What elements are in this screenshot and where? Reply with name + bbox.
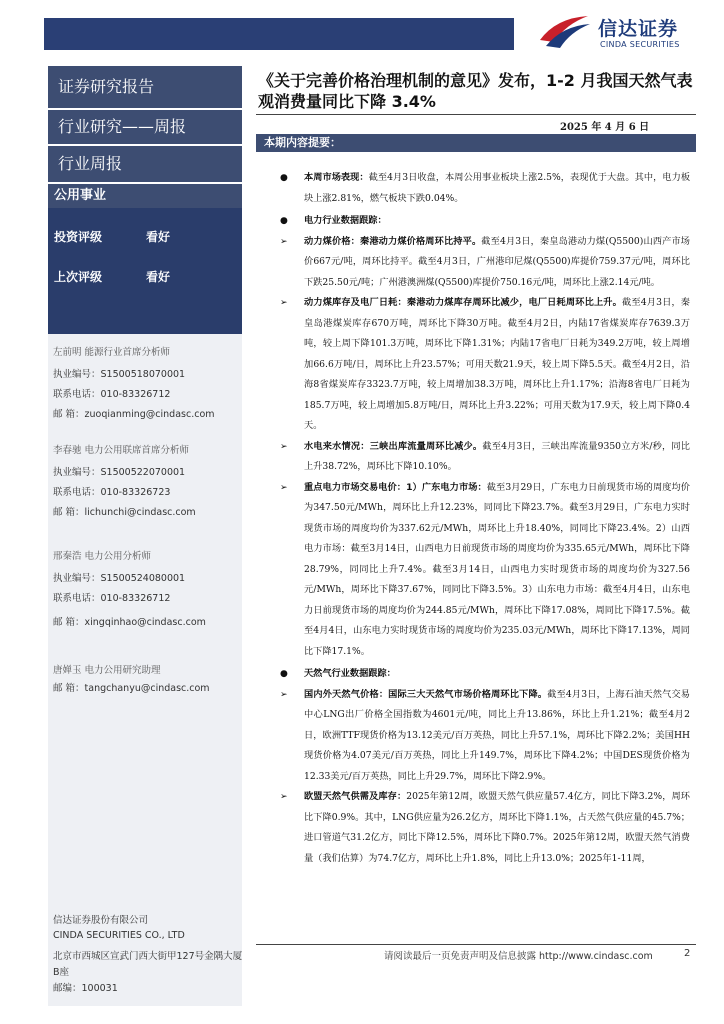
analyst-2-cert: 执业编号：S1500522070001 <box>53 467 186 478</box>
company-logo <box>536 10 716 58</box>
title-divider <box>256 114 696 115</box>
report-title: 《关于完善价格治理机制的意见》发布，1-2 月我国天然气表观消费量同比下降 3.4% <box>258 71 693 111</box>
page-number: 2 <box>684 948 691 959</box>
report-type: 证券研究报告 <box>48 66 242 108</box>
company-name-cn: 信达证券股份有限公司 <box>53 915 149 926</box>
footer-divider <box>256 944 696 945</box>
rating-panel <box>48 208 242 334</box>
analyst-panel <box>48 334 242 1006</box>
item-heading: 动力煤库存及电厂日耗：秦港动力煤库存周环比减少，电厂日耗周环比上升。 <box>304 297 623 308</box>
list-item <box>260 478 690 663</box>
list-item <box>260 664 690 685</box>
list-item <box>260 787 690 869</box>
arrow-marker: ➢ <box>280 482 288 493</box>
company-postcode: 邮编：100031 <box>53 983 118 994</box>
arrow-marker: ➢ <box>280 792 288 802</box>
logo-mark-icon <box>536 10 594 54</box>
item-heading: 欧盟天然气供需及库存： <box>304 791 407 802</box>
bullet-marker: ● <box>280 216 288 226</box>
analyst-3-title: 邢秦浩 电力公用分析师 <box>53 551 152 562</box>
company-address-line1: 北京市西城区宣武门西大街甲127号金隅大厦 <box>53 951 243 962</box>
analyst-2-email[interactable]: 邮 箱：lichunchi@cindasc.com <box>53 507 196 518</box>
sector-label: 公用事业 <box>48 184 242 208</box>
item-text: 截至4月3日，秦皇岛港动力煤(Q5500)山西产市场价667元/吨，周环比持平。截至4月3日，广州港印尼煤(Q5500)库提价759.37元/吨，周环比下跌25.50元/吨；广州港澳洲煤(Q5500)库提价750.16元/吨，周环比上涨2.14元/吨。 <box>304 235 690 288</box>
list-item <box>260 168 690 209</box>
company-address-line2: B座 <box>53 967 70 978</box>
list-item <box>260 211 690 232</box>
item-text: 截至4月3日，上海石油天然气交易中心LNG出厂价格全国指数为4601元/吨，同比上升13.86%，环比上升1.21%；截至4月2日，欧洲TTF现货价格为13.12美元/百万英热，同比上升57.1%，周环比下降2.2%；美国HH现货价格为4.07美元/百万英热，同比上升149.7%，周环比下降4.2%；中国DES现货价格为12.33美元/百万英热，同比上升29.7%，周环比下降2.9%。 <box>304 688 690 782</box>
item-heading: 天然气行业数据跟踪： <box>304 668 396 679</box>
sidebar <box>48 66 242 1006</box>
header-banner <box>44 18 514 50</box>
list-item <box>260 437 690 478</box>
logo-text-cn: 信达证券 <box>598 18 679 40</box>
item-text: 2025年第12周，欧盟天然气供应量57.4亿方，同比下降3.2%，周环比下降0.9%。其中，LNG供应量为26.2亿方，周环比下降1.1%，占天然气供应量的45.7%；进口管道气31.2亿方，同比下降12.5%，周环比下降0.7%。2025年第12周，欧盟天然气消费量（我们估算）为74.7亿方，周环比上升1.8%，同比上升13.0%；2025年1-11周， <box>304 791 690 864</box>
list-item <box>260 685 690 788</box>
analyst-1-email[interactable]: 邮 箱：zuoqianming@cindasc.com <box>53 409 215 420</box>
arrow-marker: ➢ <box>280 298 288 308</box>
item-text: 截至4月3日，三峡出库流量9350立方米/秒，同比上升38.72%，周环比下降10.10%。 <box>304 440 690 472</box>
report-subcategory: 行业周报 <box>48 146 242 182</box>
list-item <box>260 232 690 294</box>
prev-rating-value: 看好 <box>146 270 171 284</box>
report-date: 2025 年 4 月 6 日 <box>560 122 650 133</box>
report-category: 行业研究——周报 <box>48 110 242 144</box>
rating-value: 看好 <box>146 230 171 244</box>
item-text: 截至3月29日，广东电力日前现货市场的周度均价为347.50元/MWh，周环比上升12.23%，同同比下降23.7%。截至3月29日，广东电力实时现货市场的周度均价为337.62元/MWh，周环比上升18.40%，同同比下降23.4%。2）山西电力市场：截至3月14日，山西电力日前现货市场的周度均价为335.65元/MWh，周环比下降28.79%，同同比上升7.4%。截至3月14日，山西电力实时现货市场的周度均价为327.56元/MWh，周环比下降37.67%，同同比下降3.5%。3）山东电力市场：截至4月4日，山东电力日前现货市场的周度均价为244.85元/MWh，周环比下降17.08%，周同比下降17.5%。截至4月4日，山东电力实时现货市场的周度均价为235.03元/MWh，周环比下降17.13%，周同比下降17.1%。 <box>304 481 690 657</box>
analyst-2-phone: 联系电话：010-83326723 <box>53 487 171 498</box>
bullet-marker: ● <box>280 669 288 679</box>
list-item <box>260 293 690 437</box>
footer-notice[interactable]: 请阅读最后一页免责声明及信息披露 http://www.cindasc.com <box>384 951 653 962</box>
analyst-3-phone: 联系电话：010-83326712 <box>53 593 171 604</box>
item-heading: 电力行业数据跟踪： <box>304 215 387 226</box>
prev-rating-label: 上次评级 <box>54 270 103 284</box>
arrow-marker: ➢ <box>280 236 288 247</box>
analyst-1-phone: 联系电话：010-83326712 <box>53 389 171 400</box>
analyst-1-cert: 执业编号：S1500518070001 <box>53 369 186 380</box>
item-heading: 水电来水情况：三峡出库流量周环比减少。 <box>304 440 483 452</box>
logo-text-en: CINDA SECURITIES <box>600 40 680 49</box>
bullet-marker: ● <box>280 173 288 183</box>
analyst-1-title: 左前明 能源行业首席分析师 <box>53 347 171 358</box>
rating-label: 投资评级 <box>54 230 103 244</box>
analyst-3-cert: 执业编号：S1500524080001 <box>53 573 186 584</box>
item-heading: 本周市场表现： <box>304 172 369 183</box>
item-heading: 国内外天然气价格：国际三大天然气市场价格周环比下降。 <box>304 688 548 700</box>
analyst-3-email[interactable]: 邮 箱：xingqinhao@cindasc.com <box>53 617 206 628</box>
item-text: 截至4月3日收盘，本周公用事业板块上涨2.5%，表现优于大盘。其中，电力板块上涨2.81%，燃气板块下跌0.04%。 <box>304 172 691 204</box>
analyst-2-title: 李春驰 电力公用联席首席分析师 <box>53 445 190 456</box>
arrow-marker: ➢ <box>280 441 288 452</box>
arrow-marker: ➢ <box>280 689 288 700</box>
item-text: 截至4月3日，秦皇岛港煤炭库存670万吨，周环比下降30万吨。截至4月2日，内陆17省煤炭库存7639.3万吨，较上周下降101.3万吨，周环比下降1.31%；内陆17省电厂日耗为349.2万吨，较上周增加66.6万吨/日，周环比上升23.57%；可用天数21.9天，较上周下降5.5天。截至4月2日，沿海8省煤炭库存3323.7万吨，较上周增加38.3万吨，周环比上升1.17%；沿海8省电厂日耗为185.7万吨，较上周增加5.8万吨/日，周环比上升3.22%；可用天数为17.9天，较上周下降0.4天。 <box>304 297 690 431</box>
company-name-en: CINDA SECURITIES CO., LTD <box>53 930 185 941</box>
summary-heading: 本期内容提要： <box>256 134 696 152</box>
item-heading: 重点电力市场交易电价：1）广东电力市场： <box>304 481 487 493</box>
analyst-4-email[interactable]: 邮 箱：tangchanyu@cindasc.com <box>53 683 210 694</box>
item-heading: 动力煤价格：秦港动力煤价格周环比持平。 <box>304 235 482 247</box>
analyst-4-title: 唐婵玉 电力公用研究助理 <box>53 665 161 676</box>
summary-content <box>260 168 690 869</box>
